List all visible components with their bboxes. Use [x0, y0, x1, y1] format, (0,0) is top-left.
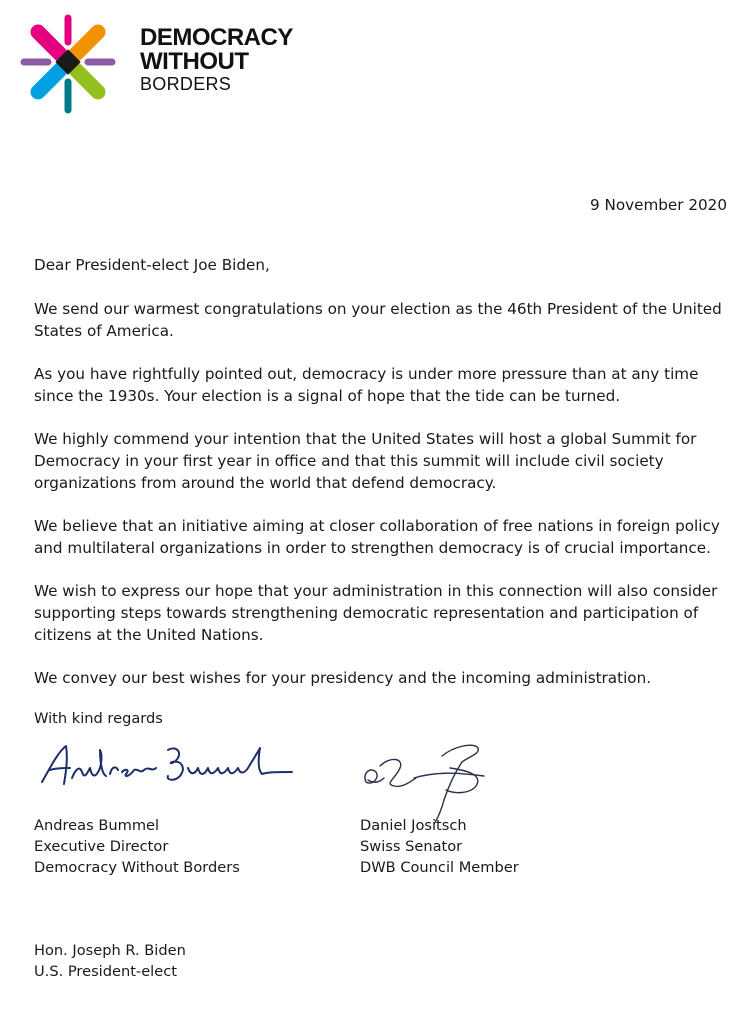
- body-paragraph: We send our warmest congratulations on your election as the 46th President of the United States of America.: [34, 300, 722, 340]
- body-paragraph: We convey our best wishes for your presidency and the incoming administration.: [34, 669, 652, 687]
- signature-bummel: [36, 738, 296, 800]
- signatory-title: Swiss Senator: [360, 838, 463, 855]
- letter-date: 9 November 2020: [590, 196, 727, 214]
- wordmark-line-2: WITHOUT: [140, 48, 249, 75]
- organization-wordmark: [140, 26, 293, 96]
- recipient-name: Hon. Joseph R. Biden: [34, 942, 186, 959]
- signatory-organization: Democracy Without Borders: [34, 859, 240, 876]
- recipient-title: U.S. President-elect: [34, 963, 177, 980]
- letter-closing: With kind regards: [34, 710, 163, 727]
- letter-greeting: Dear President-elect Joe Biden,: [34, 256, 270, 274]
- signatory-block-bummel: [34, 815, 240, 878]
- body-paragraph: We believe that an initiative aiming at closer collaboration of free nations in foreign policy and multilateral organizations in order to strengthen democracy is of crucial importance.: [34, 517, 720, 557]
- body-paragraph: We wish to express our hope that your administration in this connection will also consider supporting steps towards strengthening democratic representation and participation of citizens at the United Nations.: [34, 582, 718, 644]
- signatory-block-jositsch: [360, 815, 519, 878]
- signatory-name: Daniel Jositsch: [360, 817, 467, 834]
- signatory-organization: DWB Council Member: [360, 859, 519, 876]
- dwb-logo-icon: [19, 10, 117, 116]
- wordmark-line-1: DEMOCRACY: [140, 24, 293, 51]
- recipient-block: [34, 940, 186, 982]
- wordmark-line-3: BORDERS: [140, 74, 232, 94]
- signatory-title: Executive Director: [34, 838, 169, 855]
- body-paragraph: We highly commend your intention that the United States will host a global Summit for Democracy in your first year in office and that this summit will include civil society organizations from around the world that defend democracy.: [34, 430, 697, 492]
- body-paragraph: As you have rightfully pointed out, democracy is under more pressure than at any time since the 1930s. Your election is a signal of hope that the tide can be turned.: [34, 365, 699, 405]
- signatory-name: Andreas Bummel: [34, 817, 160, 834]
